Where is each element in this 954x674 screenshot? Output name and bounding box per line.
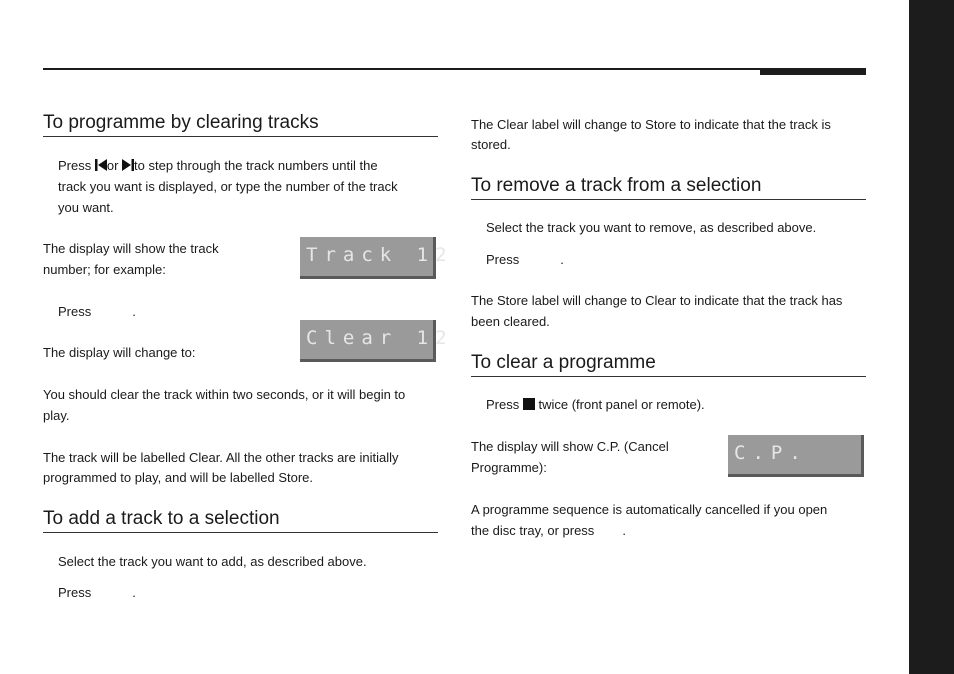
press-period: . (560, 252, 564, 267)
display-text-line-1: The display will show C.P. (Cancel (471, 439, 669, 454)
section-heading-clearing: To programme by clearing tracks (43, 112, 319, 133)
auto-line-2 (471, 520, 626, 541)
press-stop-instruction (486, 394, 705, 415)
skip-forward-icon (122, 159, 134, 171)
auto-period: . (622, 523, 626, 538)
lcd-display-clear (300, 320, 454, 362)
auto-text: the disc tray, or press (471, 523, 595, 538)
label-text-line-2: programmed to play, and will be labelled Store. (43, 470, 314, 485)
display-text-line-2: number; for example: (43, 262, 166, 277)
heading-rule (43, 136, 438, 137)
section-heading-add: To add a track to a selection (43, 508, 280, 529)
warning-line-1: You should clear the track within two seconds, or it will begin to (43, 387, 406, 402)
select-text: Select the track you want to remove, as described above. (486, 220, 817, 235)
stop-icon (523, 398, 535, 410)
lcd-text: Track 12 (306, 244, 454, 266)
press-instruction (58, 582, 136, 603)
press-instruction (486, 249, 564, 270)
section-heading-clear-programme: To clear a programme (471, 352, 656, 373)
step-line-2: track you want is displayed, or type the number of the track (58, 179, 398, 194)
header-rule (43, 68, 866, 70)
warning-line-2: play. (43, 408, 70, 423)
press-period: . (132, 585, 136, 600)
press-period: . (132, 304, 136, 319)
press-word: Press (486, 397, 520, 412)
change-text: The display will change to: (43, 345, 196, 360)
step-text (58, 155, 378, 176)
section-heading-remove: To remove a track from a selection (471, 175, 762, 196)
page-edge-tab (909, 0, 954, 674)
lcd-text: C.P. (734, 442, 808, 464)
step-line-3: you want. (58, 200, 114, 215)
display-text-line-1: The display will show the track (43, 241, 219, 256)
lcd-display-track (300, 237, 454, 279)
press-word: Press (486, 252, 520, 267)
heading-rule (471, 199, 866, 200)
heading-rule (43, 532, 438, 533)
press-word: Press (58, 158, 92, 173)
press-instruction (58, 301, 136, 322)
lcd-display-cp (728, 435, 864, 477)
store-line-1: The Store label will change to Clear to indicate that the track has (471, 293, 843, 308)
lcd-text: Clear 12 (306, 327, 454, 349)
intro-line-1: The Clear label will change to Store to indicate that the track is (471, 117, 831, 132)
heading-rule (471, 376, 866, 377)
store-line-2: been cleared. (471, 314, 550, 329)
or-word: or (106, 158, 119, 173)
auto-line-1: A programme sequence is automatically cancelled if you open (471, 502, 828, 517)
step-rest: to step through the track numbers until the (134, 158, 378, 173)
header-rule-tab (760, 68, 866, 75)
skip-back-icon (95, 159, 107, 171)
press-word: Press (58, 304, 92, 319)
select-text: Select the track you want to add, as described above. (58, 554, 367, 569)
label-text-line-1: The track will be labelled Clear. All the other tracks are initially (43, 450, 399, 465)
display-text-line-2: Programme): (471, 460, 547, 475)
press-rest: twice (front panel or remote). (538, 397, 705, 412)
press-word: Press (58, 585, 92, 600)
intro-line-2: stored. (471, 137, 511, 152)
